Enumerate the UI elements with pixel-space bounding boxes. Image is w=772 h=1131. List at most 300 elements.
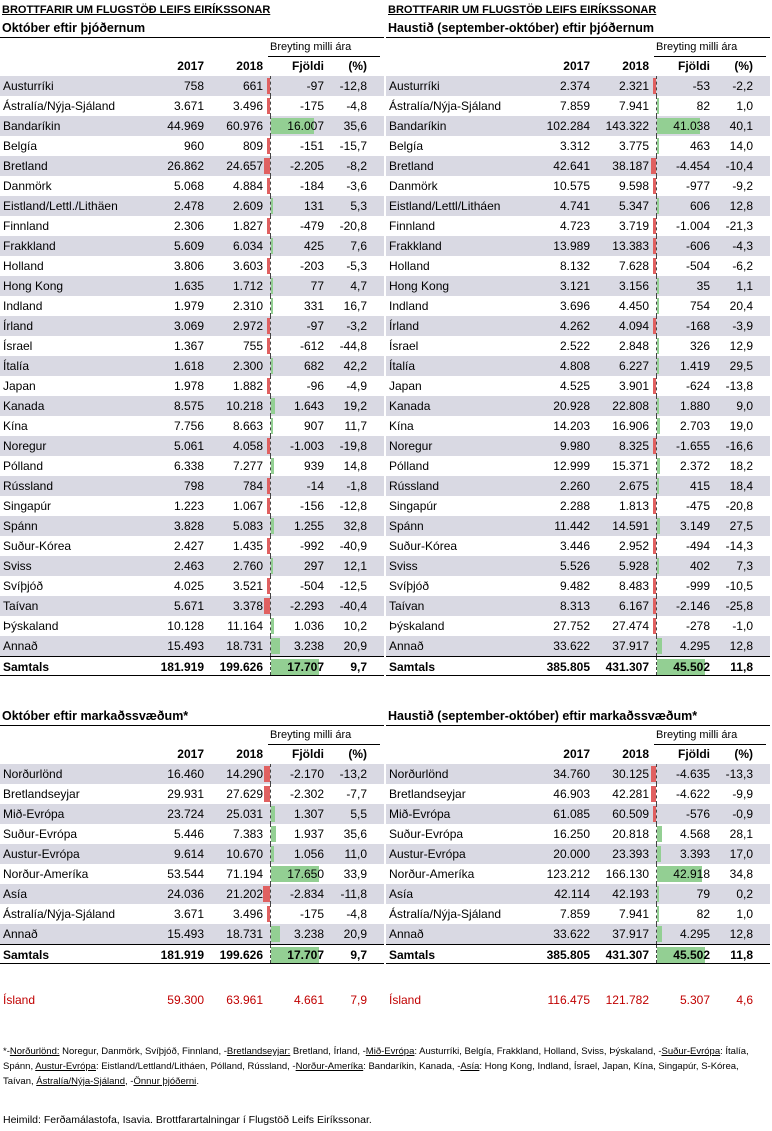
change-pct: 35,6 [343, 119, 367, 133]
row-label: Ástralía/Nýja-Sjáland [3, 907, 116, 921]
total-row [386, 656, 770, 676]
row-label: Ítalía [389, 359, 416, 373]
table-row [0, 516, 384, 536]
row-label: Spánn [389, 519, 424, 533]
value-2018: 8.663 [232, 419, 263, 433]
row-label: Finnland [389, 219, 436, 233]
table-row [0, 596, 384, 616]
table-row [386, 476, 770, 496]
value-2018: 14.290 [226, 767, 263, 781]
value-2017: 53.544 [167, 867, 204, 881]
region-name: Suður-Evrópa [661, 1046, 721, 1057]
iceland-row [0, 990, 384, 1010]
table-row [386, 336, 770, 356]
value-2017: 20.000 [553, 847, 590, 861]
row-label: Bretland [3, 159, 48, 173]
table-row [386, 156, 770, 176]
table-row [0, 96, 384, 116]
change-count: -4.635 [675, 767, 710, 781]
row-label: Bretlandseyjar [3, 787, 80, 801]
value-2017: 798 [183, 479, 204, 493]
footnote-source: Heimild: Ferðamálastofa, Isavia. Brottfarartalningar í Flugstöð Leifs Eiríkssonar. [3, 1114, 372, 1126]
table-row [0, 296, 384, 316]
table-row [0, 864, 384, 884]
value-2017: 16.460 [167, 767, 204, 781]
value-2017: 4.525 [559, 379, 590, 393]
table-row [0, 496, 384, 516]
change-pct: 12,9 [729, 339, 753, 353]
value-2018: 1.882 [232, 379, 263, 393]
region-name: Ástralía/Nýja-Sjáland [36, 1076, 125, 1087]
change-count: -14 [306, 479, 324, 493]
value-2018: 3.496 [232, 99, 263, 113]
change-count: 41.038 [673, 119, 710, 133]
group-label: Breyting milli ára [654, 38, 766, 57]
row-label: Hong Kong [389, 279, 450, 293]
row-label: Annað [389, 927, 424, 941]
change-pct: -7,7 [346, 787, 367, 801]
value-2017: 3.806 [173, 259, 204, 273]
value-2017: 33.622 [553, 927, 590, 941]
table-row [386, 804, 770, 824]
change-pct: 4,6 [736, 993, 753, 1007]
change-pct: 5,5 [350, 807, 367, 821]
value-2018: 27.474 [612, 619, 649, 633]
table-row [0, 256, 384, 276]
row-label: Annað [389, 639, 424, 653]
value-2017: 42.641 [553, 159, 590, 173]
table-row [386, 436, 770, 456]
value-2017: 4.025 [173, 579, 204, 593]
change-pct: 11,0 [344, 847, 367, 861]
change-pct: -1,0 [732, 619, 753, 633]
col-pct: (%) [348, 59, 367, 73]
value-2018: 8.483 [618, 579, 649, 593]
change-count: -606 [685, 239, 710, 253]
value-2017: 46.903 [553, 787, 590, 801]
value-2017: 2.306 [173, 219, 204, 233]
value-2018: 60.509 [612, 807, 649, 821]
table-row [386, 216, 770, 236]
col-2018: 2018 [622, 59, 649, 73]
change-count: -203 [299, 259, 324, 273]
change-pct: 35,6 [343, 827, 367, 841]
change-count: 1.307 [293, 807, 324, 821]
change-count: 331 [303, 299, 324, 313]
change-count: -4.622 [675, 787, 710, 801]
value-2017: 42.114 [554, 887, 590, 901]
row-label: Hong Kong [3, 279, 64, 293]
table-row [0, 236, 384, 256]
change-pct: -10,4 [725, 159, 753, 173]
change-pct: 33,9 [343, 867, 367, 881]
change-pct: -4,9 [346, 379, 367, 393]
value-2017: 24.036 [167, 887, 204, 901]
change-pct: 12,1 [343, 559, 367, 573]
change-count: -479 [299, 219, 324, 233]
change-count: -624 [685, 379, 710, 393]
header-title-left: BROTTFARIR UM FLUGSTÖÐ LEIFS EIRÍKSSONAR [2, 4, 271, 16]
table-row [386, 596, 770, 616]
change-pct: 0,2 [736, 887, 753, 901]
row-label: Kanada [389, 399, 431, 413]
value-2018: 3.719 [618, 219, 649, 233]
col-pct: (%) [734, 59, 753, 73]
row-label: Bretlandseyjar [389, 787, 466, 801]
table-title: Október eftir þjóðernum [0, 19, 384, 38]
value-2018: 3.496 [232, 907, 263, 921]
table-row [386, 516, 770, 536]
table-row [386, 196, 770, 216]
change-pct: 9,0 [736, 399, 753, 413]
value-2017: 29.931 [167, 787, 204, 801]
row-label: Austurríki [3, 79, 54, 93]
value-2018: 9.598 [618, 179, 649, 193]
value-2017: 7.756 [173, 419, 204, 433]
table-row [386, 924, 770, 944]
value-2018: 7.628 [618, 259, 649, 273]
value-2017: 4.723 [559, 219, 590, 233]
change-pct: 12,8 [729, 639, 753, 653]
change-count: 907 [303, 419, 324, 433]
value-2018: 27.629 [226, 787, 263, 801]
change-pct: 19,2 [343, 399, 367, 413]
change-count: 1.255 [293, 519, 324, 533]
col-2018: 2018 [236, 59, 263, 73]
change-pct: 9,7 [350, 948, 367, 962]
value-2017: 4.808 [559, 359, 590, 373]
change-pct: -20,8 [339, 219, 367, 233]
table-row [386, 844, 770, 864]
table-haust-markadssvaedi [386, 707, 770, 1010]
value-2017: 4.262 [559, 319, 590, 333]
row-label: Bretland [389, 159, 434, 173]
col-count: Fjöldi [678, 747, 710, 761]
value-2017: 2.522 [559, 339, 590, 353]
change-pct: 12,8 [729, 927, 753, 941]
value-2018: 71.194 [226, 867, 263, 881]
value-2018: 4.094 [618, 319, 649, 333]
value-2018: 6.167 [618, 599, 649, 613]
value-2018: 2.310 [232, 299, 263, 313]
value-2018: 11.164 [227, 619, 263, 633]
row-label: Rússland [389, 479, 440, 493]
table-row [0, 76, 384, 96]
col-pct: (%) [734, 747, 753, 761]
table-row [0, 136, 384, 156]
value-2018: 37.917 [612, 927, 649, 941]
change-count: 754 [689, 299, 710, 313]
table-row [386, 616, 770, 636]
value-2018: 10.670 [226, 847, 263, 861]
header-group [0, 726, 384, 744]
row-label: Belgía [3, 139, 38, 153]
row-label: Ástralía/Nýja-Sjáland [389, 907, 502, 921]
row-label: Ítalía [3, 359, 30, 373]
table-title: Haustið (september-október) eftir markaðssvæðum* [386, 707, 770, 726]
change-pct: -2,2 [732, 79, 753, 93]
change-pct: -12,8 [339, 79, 367, 93]
spacer [386, 964, 770, 990]
value-2017: 27.752 [553, 619, 590, 633]
group-label: Breyting milli ára [654, 726, 766, 745]
value-2017: 7.859 [559, 99, 590, 113]
header-group [0, 38, 384, 56]
region-name: Norður-Ameríka [295, 1061, 364, 1072]
change-pct: 17,0 [729, 847, 753, 861]
change-pct: -3,2 [346, 319, 367, 333]
row-label: Japan [3, 379, 36, 393]
change-pct: -4,3 [732, 239, 753, 253]
row-label: Svíþjóð [389, 579, 430, 593]
row-label: Asía [3, 887, 28, 901]
value-2018: 143.322 [605, 119, 649, 133]
value-2017: 1.635 [173, 279, 204, 293]
table-row [0, 216, 384, 236]
table-row [0, 804, 384, 824]
value-2018: 16.906 [612, 419, 649, 433]
table-row [386, 636, 770, 656]
change-count: 131 [303, 199, 324, 213]
col-2018: 2018 [622, 747, 649, 761]
row-label: Suður-Kórea [3, 539, 72, 553]
row-label: Norðurlönd [3, 767, 63, 781]
row-label: Noregur [389, 439, 433, 453]
value-2017: 15.493 [167, 639, 204, 653]
change-pct: 34,8 [729, 867, 753, 881]
row-label: Ástralía/Nýja-Sjáland [389, 99, 502, 113]
change-pct: 40,1 [729, 119, 753, 133]
table-row [386, 396, 770, 416]
col-2017: 2017 [177, 59, 204, 73]
change-count: -1.655 [675, 439, 710, 453]
table-row [386, 356, 770, 376]
change-count: 1.937 [293, 827, 324, 841]
table-row [0, 176, 384, 196]
change-pct: 20,9 [343, 927, 367, 941]
change-count: 1.056 [293, 847, 324, 861]
value-2018: 199.626 [219, 948, 263, 962]
row-label: Írland [389, 319, 420, 333]
value-2018: 6.227 [618, 359, 649, 373]
column-header [386, 744, 770, 764]
value-2017: 10.128 [167, 619, 204, 633]
row-label: Eistland/Lettl/Litháen [389, 199, 501, 213]
value-2017: 8.575 [173, 399, 204, 413]
value-2017: 5.068 [173, 179, 204, 193]
change-count: -175 [299, 99, 324, 113]
change-count: 3.149 [679, 519, 710, 533]
change-count: 4.295 [679, 639, 710, 653]
change-count: -2.293 [289, 599, 324, 613]
change-count: 297 [303, 559, 324, 573]
change-pct: 19,0 [729, 419, 753, 433]
value-2018: 431.307 [605, 660, 649, 674]
change-count: 79 [696, 887, 710, 901]
value-2017: 13.989 [553, 239, 590, 253]
change-pct: -40,4 [339, 599, 367, 613]
value-2018: 3.156 [618, 279, 649, 293]
table-row [0, 276, 384, 296]
table-row [0, 536, 384, 556]
change-pct: -3,6 [346, 179, 367, 193]
table-row [386, 376, 770, 396]
change-pct: 12,8 [729, 199, 753, 213]
value-2018: 3.603 [232, 259, 263, 273]
value-2017: 1.223 [173, 499, 204, 513]
row-label: Svíþjóð [3, 579, 44, 593]
change-count: 3.393 [679, 847, 710, 861]
value-2017: 33.622 [553, 639, 590, 653]
value-2017: 15.493 [167, 927, 204, 941]
change-count: 16.007 [287, 119, 324, 133]
table-row [386, 296, 770, 316]
change-pct: -12,5 [339, 579, 367, 593]
row-label: Ísland [3, 993, 36, 1007]
row-label: Kína [389, 419, 414, 433]
change-count: -1.004 [675, 219, 710, 233]
col-count: Fjöldi [678, 59, 710, 73]
footnote-text: , - [125, 1076, 134, 1087]
table-row [0, 416, 384, 436]
change-count: 3.238 [293, 927, 324, 941]
row-label: Austurríki [389, 79, 440, 93]
value-2017: 10.575 [553, 179, 590, 193]
value-2018: 20.818 [612, 827, 649, 841]
table-row [0, 396, 384, 416]
change-pct: 5,3 [350, 199, 367, 213]
table-row [0, 436, 384, 456]
change-pct: 18,4 [729, 479, 753, 493]
footnote-text: Noregur, Danmörk, Svíþjóð, Finnland, - [59, 1046, 227, 1057]
value-2018: 3.378 [232, 599, 263, 613]
table-row [386, 496, 770, 516]
row-label: Mið-Evrópa [3, 807, 65, 821]
row-label: Norðurlönd [389, 767, 449, 781]
row-label: Taívan [389, 599, 425, 613]
change-pct: 1,1 [736, 279, 753, 293]
change-count: -96 [306, 379, 324, 393]
change-count: 45.502 [673, 948, 710, 962]
change-pct: 11,7 [344, 419, 367, 433]
change-count: 3.238 [293, 639, 324, 653]
value-2017: 3.446 [559, 539, 590, 553]
row-label: Belgía [389, 139, 424, 153]
change-count: 326 [689, 339, 710, 353]
row-label: Frakkland [3, 239, 56, 253]
change-count: 17.707 [287, 948, 324, 962]
value-2017: 3.069 [173, 319, 204, 333]
row-label: Indland [3, 299, 43, 313]
row-label: Holland [3, 259, 44, 273]
row-label: Samtals [3, 660, 50, 674]
footnote-text: : Austurríki, Belgía, Frakkland, Holland, Sviss, Þýskaland, - [414, 1046, 662, 1057]
value-2018: 10.218 [226, 399, 263, 413]
value-2018: 38.187 [612, 159, 649, 173]
change-pct: -10,5 [725, 579, 753, 593]
value-2017: 2.427 [173, 539, 204, 553]
iceland-row [386, 990, 770, 1010]
region-name: Bretlandseyjar: [226, 1046, 291, 1057]
col-2017: 2017 [177, 747, 204, 761]
change-count: 17.707 [287, 660, 324, 674]
value-2018: 4.450 [618, 299, 649, 313]
table-row [386, 556, 770, 576]
change-pct: 11,8 [730, 948, 753, 962]
change-pct: 18,2 [729, 459, 753, 473]
spacer [0, 964, 384, 990]
value-2018: 1.067 [232, 499, 263, 513]
change-count: -184 [299, 179, 324, 193]
value-2018: 24.657 [226, 159, 263, 173]
row-label: Rússland [3, 479, 54, 493]
change-pct: -9,2 [732, 179, 753, 193]
header-group [386, 726, 770, 744]
change-count: -4.454 [675, 159, 710, 173]
total-row [386, 944, 770, 964]
change-pct: -12,8 [339, 499, 367, 513]
row-label: Þýskaland [389, 619, 445, 633]
value-2018: 7.941 [618, 907, 649, 921]
change-pct: -14,3 [725, 539, 753, 553]
change-pct: -4,8 [346, 907, 367, 921]
table-row [0, 616, 384, 636]
value-2018: 3.901 [618, 379, 649, 393]
row-label: Mið-Evrópa [389, 807, 451, 821]
header-title-right: BROTTFARIR UM FLUGSTÖÐ LEIFS EIRÍKSSONAR [388, 4, 657, 16]
change-pct: 20,9 [343, 639, 367, 653]
change-pct: 11,8 [730, 660, 753, 674]
row-label: Austur-Evrópa [3, 847, 80, 861]
change-count: 77 [310, 279, 324, 293]
value-2018: 2.675 [618, 479, 649, 493]
change-pct: 4,7 [350, 279, 367, 293]
value-2018: 1.827 [232, 219, 263, 233]
value-2017: 9.614 [173, 847, 204, 861]
change-count: -475 [685, 499, 710, 513]
change-count: -977 [685, 179, 710, 193]
row-label: Ísrael [389, 339, 419, 353]
table-row [0, 376, 384, 396]
change-pct: -4,8 [346, 99, 367, 113]
change-pct: -9,9 [732, 787, 753, 801]
footnote-text: : Bandaríkin, Kanada, - [363, 1061, 461, 1072]
change-pct: -3,9 [732, 319, 753, 333]
value-2018: 4.058 [232, 439, 263, 453]
value-2018: 1.712 [232, 279, 263, 293]
change-count: 4.568 [679, 827, 710, 841]
change-pct: 20,4 [729, 299, 753, 313]
value-2017: 5.526 [559, 559, 590, 573]
footnote-text: : Hong Kong, Indland, Ísrael, Japan, Kína, Singapúr, S-Kórea, Taívan, [3, 1061, 739, 1087]
value-2017: 2.463 [173, 559, 204, 573]
value-2018: 7.941 [618, 99, 649, 113]
row-label: Spánn [3, 519, 38, 533]
value-2017: 3.671 [173, 99, 204, 113]
table-title: Október eftir markaðssvæðum* [0, 707, 384, 726]
value-2017: 123.212 [546, 867, 590, 881]
row-label: Norður-Ameríka [389, 867, 475, 881]
row-label: Austur-Evrópa [389, 847, 466, 861]
table-row [0, 116, 384, 136]
change-pct: -16,6 [725, 439, 753, 453]
row-label: Írland [3, 319, 34, 333]
table-row [386, 536, 770, 556]
change-count: -999 [685, 579, 710, 593]
total-row [0, 944, 384, 964]
change-count: 2.372 [679, 459, 710, 473]
value-2018: 199.626 [219, 660, 263, 674]
